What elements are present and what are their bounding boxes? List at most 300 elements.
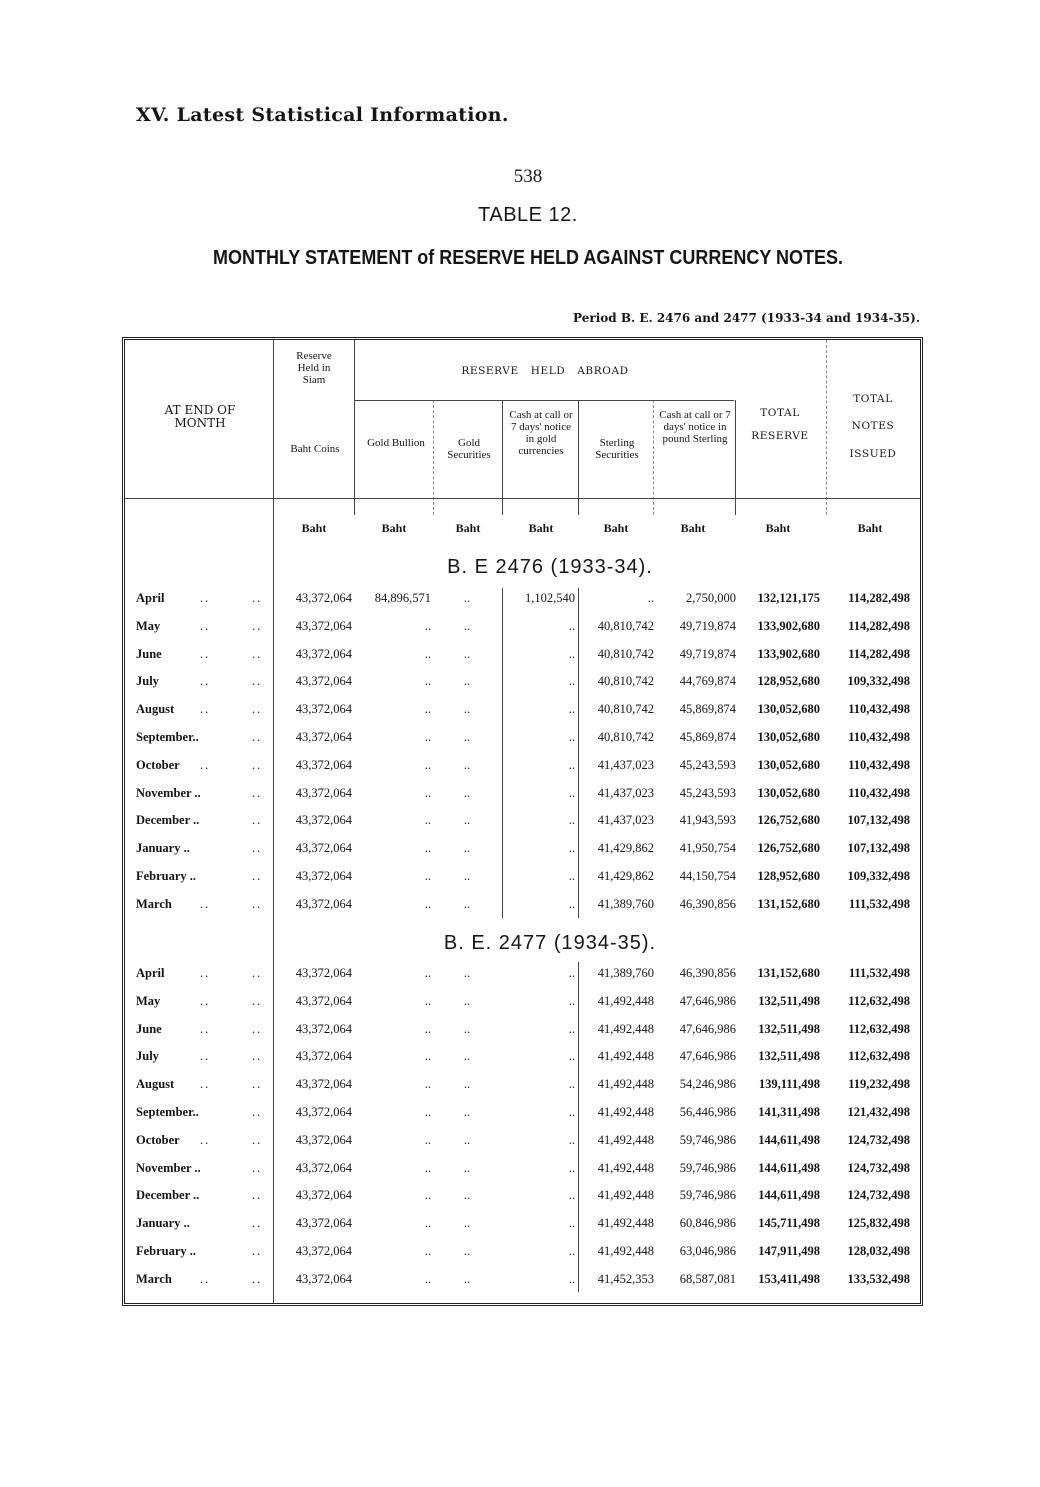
month-cell: July [136,674,159,689]
sterling-securities-cell: 41,437,023 [597,813,654,828]
table-row [0,647,1040,667]
leader-dots: .. [252,1105,263,1119]
total-notes-cell: 112,632,498 [848,993,910,1008]
total-notes-cell: 107,132,498 [847,813,910,828]
cash-sterling-cell: 47,646,986 [679,993,736,1008]
gold-securities-cell: .. [463,1132,471,1147]
gold-bullion-cell: .. [424,1271,431,1286]
table-number: TABLE 12. [478,204,578,226]
baht-coins-cell: 43,372,064 [295,1021,352,1036]
cash-sterling-cell: 59,746,986 [679,1188,736,1203]
cash-sterling-cell: 44,769,874 [679,674,736,689]
header-gold-bullion: Gold Bullion [367,437,425,449]
total-notes-cell: 114,282,498 [848,618,910,633]
month-cell: August [136,1077,175,1092]
leader-dots: .. [252,1271,263,1286]
sterling-securities-cell: 41,389,760 [597,966,654,980]
total-reserve-cell: 131,152,680 [757,896,820,911]
cash-gold-cell: .. [568,785,575,800]
table-row [0,786,1040,806]
gold-securities-cell: .. [463,646,471,661]
cash-sterling-cell: 59,746,986 [679,1160,736,1175]
gold-securities-cell: .. [463,1244,471,1258]
cash-gold-cell: .. [568,1160,575,1175]
gold-bullion-cell: .. [424,618,431,633]
cash-sterling-cell: 45,243,593 [679,757,736,772]
baht-coins-cell: 43,372,064 [295,618,352,633]
cash-gold-cell: .. [568,1105,575,1119]
baht-coins-cell: 43,372,064 [295,869,352,883]
total-reserve-cell: 144,611,498 [758,1132,820,1147]
page-number: 538 [513,166,543,187]
cash-gold-cell: .. [568,1216,575,1231]
baht-coins-cell: 43,372,064 [295,785,352,800]
gold-bullion-cell: .. [424,841,431,856]
cash-sterling-cell: 45,869,874 [679,730,736,744]
header-cash-sterling: Cash at call or 7 days' notice in pound Sterling [659,409,731,446]
baht-coins-cell: 43,372,064 [295,1271,352,1286]
gold-bullion-cell: .. [424,1244,431,1258]
leader-dots: .. [200,702,211,717]
leader-dots: .. [200,1049,211,1064]
total-notes-cell: 110,432,498 [848,730,910,744]
total-reserve-cell: 130,052,680 [757,785,820,800]
leader-dots: .. [200,1132,211,1147]
leader-dots: .. [252,966,263,980]
total-reserve-cell: 132,511,498 [758,1049,820,1064]
cash-gold-cell: .. [568,730,575,744]
leader-dots: .. [252,1160,263,1175]
gold-bullion-cell: .. [424,896,431,911]
month-cell: February .. [136,869,197,883]
cash-sterling-cell: 60,846,986 [679,1216,736,1231]
header-total-notes: TOTAL NOTES ISSUED [849,393,897,460]
month-cell: December .. [136,813,200,828]
month-cell: May [136,993,161,1008]
total-notes-cell: 114,282,498 [848,646,910,661]
cash-gold-cell: .. [568,993,575,1008]
gold-securities-cell: .. [463,674,471,689]
total-notes-cell: 125,832,498 [847,1216,910,1231]
total-reserve-cell: 130,052,680 [757,757,820,772]
total-reserve-cell: 130,052,680 [757,702,820,717]
sterling-securities-cell: 41,492,448 [597,1160,654,1175]
table-row [0,1049,1040,1069]
header-gold-securities: Gold Securities [447,437,491,462]
leader-dots: .. [252,869,263,883]
cash-gold-cell: .. [568,646,575,661]
gold-bullion-cell: .. [424,966,431,980]
month-cell: July [136,1049,159,1064]
baht-coins-cell: 43,372,064 [295,1132,352,1147]
total-reserve-cell: 133,902,680 [757,618,820,633]
cash-gold-cell: .. [568,1271,575,1286]
gold-bullion-cell: .. [424,1188,431,1203]
gold-securities-cell: .. [463,730,471,744]
gold-bullion-cell: .. [424,1077,431,1092]
total-reserve-cell: 144,611,498 [758,1188,820,1203]
total-notes-cell: 114,282,498 [848,591,910,605]
sterling-securities-cell: 41,389,760 [597,896,654,911]
cash-gold-cell: .. [568,1244,575,1258]
sterling-securities-cell: 41,437,023 [597,785,654,800]
cash-gold-cell: .. [568,702,575,717]
section-heading: XV. Latest Statistical Information. [136,104,509,126]
leader-dots: .. [252,1132,263,1147]
sterling-securities-cell: 41,492,448 [597,1077,654,1092]
sterling-securities-cell: 41,492,448 [597,1132,654,1147]
baht-coins-cell: 43,372,064 [295,1049,352,1064]
cash-gold-cell: .. [568,1188,575,1203]
table-title: MONTHLY STATEMENT of RESERVE HELD AGAINST CURRENCY NOTES. [212,247,844,269]
leader-dots: .. [200,896,211,911]
baht-coins-cell: 43,372,064 [295,1216,352,1231]
total-reserve-cell: 141,311,498 [758,1105,820,1119]
total-notes-cell: 111,532,498 [848,896,910,911]
leader-dots: .. [252,1077,263,1092]
leader-dots: .. [252,702,263,717]
month-cell: September.. [136,730,199,744]
baht-coins-cell: 43,372,064 [295,966,352,980]
total-notes-cell: 109,332,498 [847,869,910,883]
total-reserve-cell: 126,752,680 [757,813,820,828]
baht-coins-cell: 43,372,064 [295,674,352,689]
cash-gold-cell: .. [568,674,575,689]
month-cell: April [136,966,165,980]
gold-securities-cell: .. [463,591,471,605]
baht-coins-cell: 43,372,064 [295,1188,352,1203]
baht-coins-cell: 43,372,064 [295,730,352,744]
leader-dots: .. [252,896,263,911]
leader-dots: .. [200,591,211,605]
baht-coins-cell: 43,372,064 [295,646,352,661]
gold-securities-cell: .. [463,1077,471,1092]
total-reserve-cell: 128,952,680 [757,674,820,689]
unit-baht-coins: Baht [301,521,327,535]
table-row [0,591,1040,611]
sterling-securities-cell: 41,452,353 [597,1271,654,1286]
month-cell: February .. [136,1244,197,1258]
cash-gold-cell: .. [568,1049,575,1064]
baht-coins-cell: 43,372,064 [295,1244,352,1258]
total-notes-cell: 133,532,498 [847,1271,910,1286]
cash-sterling-cell: 49,719,874 [679,618,736,633]
leader-dots: .. [200,1077,211,1092]
total-reserve-cell: 126,752,680 [757,841,820,856]
sterling-securities-cell: .. [647,591,654,605]
cash-gold-cell: .. [568,869,575,883]
sterling-securities-cell: 41,429,862 [597,841,654,856]
sterling-securities-cell: 40,810,742 [597,702,654,717]
gold-securities-cell: .. [463,785,471,800]
cash-sterling-cell: 45,243,593 [679,785,736,800]
table-row [0,730,1040,750]
total-notes-cell: 110,432,498 [848,785,910,800]
table-row [0,841,1040,861]
header-reserve-siam: Reserve Held in Siam [296,350,332,387]
leader-dots: .. [200,757,211,772]
gold-bullion-cell: .. [424,785,431,800]
table-row [0,1244,1040,1264]
baht-coins-cell: 43,372,064 [295,757,352,772]
table-row [0,758,1040,778]
gold-securities-cell: .. [463,1160,471,1175]
gold-bullion-cell: .. [424,702,431,717]
unit-cash-gold: Baht [528,521,554,535]
leader-dots: .. [252,785,263,800]
total-reserve-cell: 131,152,680 [757,966,820,980]
table-row [0,813,1040,833]
table-row [0,1105,1040,1125]
cash-gold-cell: .. [568,1132,575,1147]
unit-sterling-securities: Baht [603,521,629,535]
sterling-securities-cell: 41,492,448 [597,993,654,1008]
baht-coins-cell: 43,372,064 [295,993,352,1008]
leader-dots: .. [252,1021,263,1036]
cash-sterling-cell: 41,950,754 [679,841,736,856]
leader-dots: .. [200,966,211,980]
total-reserve-cell: 153,411,498 [758,1271,820,1286]
month-cell: October [136,1132,180,1147]
table-row [0,1216,1040,1236]
leader-dots: .. [252,757,263,772]
sterling-securities-cell: 41,492,448 [597,1188,654,1203]
cash-sterling-cell: 47,646,986 [679,1049,736,1064]
total-reserve-cell: 147,911,498 [758,1244,820,1258]
sterling-securities-cell: 40,810,742 [597,730,654,744]
cash-gold-cell: 1,102,540 [525,591,575,605]
cash-sterling-cell: 46,390,856 [679,896,736,911]
table-row [0,1272,1040,1292]
total-reserve-cell: 139,111,498 [758,1077,820,1092]
leader-dots: .. [200,993,211,1008]
total-notes-cell: 107,132,498 [847,841,910,856]
total-reserve-cell: 145,711,498 [758,1216,820,1231]
table-row [0,1022,1040,1042]
gold-securities-cell: .. [463,1105,471,1119]
cash-gold-cell: .. [568,1021,575,1036]
cash-sterling-cell: 63,046,986 [679,1244,736,1258]
sterling-securities-cell: 41,492,448 [597,1244,654,1258]
month-cell: January .. [136,1216,190,1231]
cash-sterling-cell: 56,446,986 [679,1105,736,1119]
gold-securities-cell: .. [463,993,471,1008]
cash-sterling-cell: 41,943,593 [679,813,736,828]
gold-bullion-cell: .. [424,813,431,828]
cash-sterling-cell: 54,246,986 [679,1077,736,1092]
baht-coins-cell: 43,372,064 [295,841,352,856]
gold-securities-cell: .. [463,1271,471,1286]
header-baht-coins: Baht Coins [290,443,340,455]
table-row [0,994,1040,1014]
gold-securities-cell: .. [463,869,471,883]
cash-gold-cell: .. [568,757,575,772]
gold-securities-cell: .. [463,896,471,911]
gold-securities-cell: .. [463,966,471,980]
table-row [0,1077,1040,1097]
total-reserve-cell: 132,121,175 [757,591,820,605]
cash-sterling-cell: 49,719,874 [679,646,736,661]
total-reserve-cell: 144,611,498 [758,1160,820,1175]
cash-gold-cell: .. [568,841,575,856]
header-reserve-abroad: RESERVE HELD ABROAD [461,365,629,377]
month-cell: October [136,757,180,772]
cash-sterling-cell: 46,390,856 [679,966,736,980]
leader-dots: .. [252,1216,263,1231]
header-cash-gold: Cash at call or 7 days' notice in gold currencies [509,409,573,458]
total-notes-cell: 112,632,498 [848,1049,910,1064]
table-row [0,1188,1040,1208]
gold-securities-cell: .. [463,618,471,633]
gold-bullion-cell: .. [424,1132,431,1147]
sterling-securities-cell: 41,429,862 [597,869,654,883]
total-notes-cell: 110,432,498 [848,702,910,717]
table-row [0,897,1040,917]
table-row [0,1161,1040,1181]
total-notes-cell: 119,232,498 [848,1077,910,1092]
unit-total-reserve: Baht [765,521,791,535]
gold-bullion-cell: .. [424,1216,431,1231]
leader-dots: .. [252,813,263,828]
leader-dots: .. [252,646,263,661]
total-notes-cell: 124,732,498 [847,1160,910,1175]
total-notes-cell: 124,732,498 [847,1188,910,1203]
cash-sterling-cell: 45,869,874 [679,702,736,717]
leader-dots: .. [252,1244,263,1258]
cash-sterling-cell: 2,750,000 [686,591,736,605]
gold-securities-cell: .. [463,757,471,772]
month-cell: May [136,618,161,633]
month-cell: January .. [136,841,190,856]
rule-header-top [354,400,734,401]
cash-sterling-cell: 59,746,986 [679,1132,736,1147]
sterling-securities-cell: 40,810,742 [597,674,654,689]
total-reserve-cell: 128,952,680 [757,869,820,883]
month-cell: August [136,702,175,717]
total-reserve-cell: 132,511,498 [758,993,820,1008]
rule-header-bottom [125,498,920,499]
month-cell: April [136,591,165,605]
gold-securities-cell: .. [463,813,471,828]
total-notes-cell: 121,432,498 [847,1105,910,1119]
header-total-reserve: TOTAL RESERVE [751,407,809,443]
leader-dots: .. [252,730,263,744]
table-row [0,619,1040,639]
table-row [0,869,1040,889]
rule-total [826,340,827,515]
total-notes-cell: 110,432,498 [848,757,910,772]
cash-sterling-cell: 68,587,081 [679,1271,736,1286]
baht-coins-cell: 43,372,064 [295,1105,352,1119]
leader-dots: .. [252,841,263,856]
leader-dots: .. [200,618,211,633]
gold-bullion-cell: .. [424,869,431,883]
baht-coins-cell: 43,372,064 [295,591,352,605]
leader-dots: .. [252,674,263,689]
table-row [0,674,1040,694]
total-reserve-cell: 130,052,680 [757,730,820,744]
total-reserve-cell: 133,902,680 [757,646,820,661]
leader-dots: .. [252,618,263,633]
cash-sterling-cell: 44,150,754 [679,869,736,883]
header-month: AT END OF MONTH [164,403,236,431]
month-cell: June [136,1021,162,1036]
total-notes-cell: 112,632,498 [848,1021,910,1036]
baht-coins-cell: 43,372,064 [295,896,352,911]
gold-securities-cell: .. [463,702,471,717]
leader-dots: .. [252,591,263,605]
leader-dots: .. [200,674,211,689]
unit-cash-sterling: Baht [680,521,706,535]
gold-securities-cell: .. [463,1216,471,1231]
sterling-securities-cell: 40,810,742 [597,618,654,633]
sterling-securities-cell: 41,437,023 [597,757,654,772]
rule-siam [354,340,355,515]
table-row [0,966,1040,986]
sterling-securities-cell: 41,492,448 [597,1216,654,1231]
gold-bullion-cell: .. [424,1049,431,1064]
gold-bullion-cell: .. [424,993,431,1008]
gold-securities-cell: .. [463,1021,471,1036]
unit-gold-bullion: Baht [381,521,407,535]
total-notes-cell: 128,032,498 [847,1244,910,1258]
unit-total-notes: Baht [857,521,883,535]
period-note: Period B. E. 2476 and 2477 (1933-34 and 1934-35). [573,311,920,325]
leader-dots: .. [200,1271,211,1286]
gold-bullion-cell: .. [424,1105,431,1119]
leader-dots: .. [252,1188,263,1203]
sterling-securities-cell: 40,810,742 [597,646,654,661]
month-cell: September.. [136,1105,199,1119]
cash-sterling-cell: 47,646,986 [679,1021,736,1036]
month-cell: December .. [136,1188,200,1203]
month-cell: June [136,646,162,661]
gold-bullion-cell: .. [424,674,431,689]
header-sterling-securities: Sterling Securities [595,437,639,462]
cash-gold-cell: .. [568,813,575,828]
sterling-securities-cell: 41,492,448 [597,1021,654,1036]
baht-coins-cell: 43,372,064 [295,813,352,828]
total-reserve-cell: 132,511,498 [758,1021,820,1036]
gold-bullion-cell: .. [424,730,431,744]
total-notes-cell: 111,532,498 [848,966,910,980]
gold-bullion-cell: 84,896,571 [374,591,431,605]
baht-coins-cell: 43,372,064 [295,1077,352,1092]
baht-coins-cell: 43,372,064 [295,702,352,717]
gold-securities-cell: .. [463,841,471,856]
gold-securities-cell: .. [463,1188,471,1203]
cash-gold-cell: .. [568,618,575,633]
total-notes-cell: 124,732,498 [847,1132,910,1147]
year-heading-2476: B. E 2476 (1933-34). [447,556,653,578]
leader-dots: .. [252,1049,263,1064]
cash-gold-cell: .. [568,896,575,911]
cash-gold-cell: .. [568,1077,575,1092]
leader-dots: .. [200,1021,211,1036]
month-cell: March [136,1271,172,1286]
cash-gold-cell: .. [568,966,575,980]
year-heading-2477: B. E. 2477 (1934-35). [443,932,657,954]
table-row [0,702,1040,722]
sterling-securities-cell: 41,492,448 [597,1049,654,1064]
gold-bullion-cell: .. [424,1160,431,1175]
gold-bullion-cell: .. [424,757,431,772]
month-cell: March [136,896,172,911]
leader-dots: .. [252,993,263,1008]
total-notes-cell: 109,332,498 [847,674,910,689]
unit-gold-securities: Baht [455,521,481,535]
gold-bullion-cell: .. [424,1021,431,1036]
